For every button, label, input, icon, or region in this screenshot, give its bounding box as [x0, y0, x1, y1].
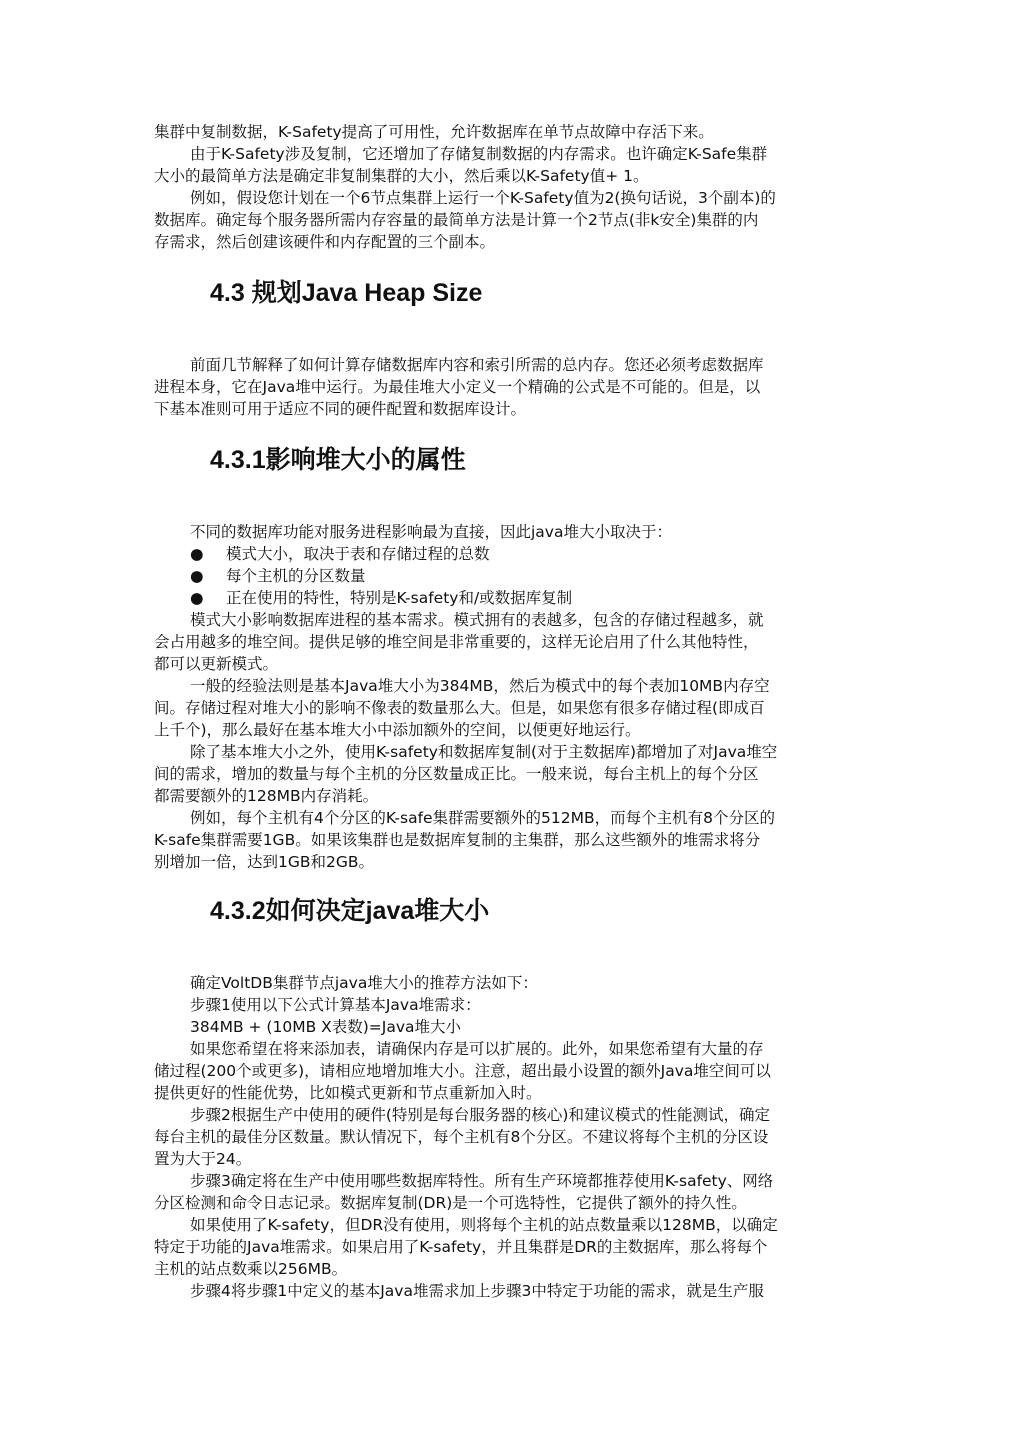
paragraph-line: 步骤4将步骤1中定义的基本Java堆需求加上步骤3中特定于功能的需求，就是生产服 — [190, 1282, 764, 1300]
paragraph-line: 步骤3确定将在生产中使用哪些数据库特性。所有生产环境都推荐使用K-safety、网络 — [190, 1172, 774, 1190]
paragraph-line: 由于K-Safety涉及复制，它还增加了存储复制数据的内存需求。也许确定K-Safe集群 — [190, 145, 768, 163]
paragraph-line: 如果您希望在将来添加表，请确保内存是可以扩展的。此外，如果您希望有大量的存 — [190, 1040, 764, 1058]
paragraph-line: 特定于功能的Java堆需求。如果启用了K-safety，并且集群是DR的主数据库，那么将每个 — [154, 1238, 768, 1256]
list-item — [190, 565, 366, 587]
bullet-icon: ● — [190, 589, 204, 607]
paragraph-line: 数据库。确定每个服务器所需内存容量的最简单方法是计算一个2节点(非k安全)集群的内 — [154, 211, 759, 229]
list-item-text: 正在使用的特性，特别是K-safety和/或数据库复制 — [226, 589, 573, 607]
paragraph-line: 会占用越多的堆空间。提供足够的堆空间是非常重要的，这样无论启用了什么其他特性， — [154, 633, 759, 651]
section-heading-4-3-2: 4.3.2如何决定java堆大小 — [210, 897, 490, 925]
paragraph-line: 例如，假设您计划在一个6节点集群上运行一个K-Safety值为2(换句话说，3个副本)的 — [190, 189, 776, 207]
bullet-icon: ● — [190, 567, 204, 585]
section-heading-4-3: 4.3 规划Java Heap Size — [210, 279, 483, 307]
paragraph-line: K-safe集群需要1GB。如果该集群也是数据库复制的主集群，那么这些额外的堆需求将分 — [154, 831, 761, 849]
list-item — [190, 543, 490, 565]
paragraph-line: 都可以更新模式。 — [154, 655, 279, 673]
paragraph-line: 大小的最简单方法是确定非复制集群的大小，然后乘以K-Safety值+ 1。 — [154, 167, 649, 185]
formula-line: 384MB + (10MB X表数)=Java堆大小 — [190, 1018, 462, 1036]
paragraph-line: 提供更好的性能优势，比如模式更新和节点重新加入时。 — [154, 1084, 542, 1102]
bullet-icon: ● — [190, 545, 204, 563]
paragraph-line: 置为大于24。 — [154, 1150, 252, 1168]
paragraph-line: 每台主机的最佳分区数量。默认情况下，每个主机有8个分区。不建议将每个主机的分区设 — [154, 1128, 769, 1146]
paragraph-line: 不同的数据库功能对服务进程影响最为直接，因此java堆大小取决于： — [190, 523, 672, 541]
paragraph-line: 例如，每个主机有4个分区的K-safe集群需要额外的512MB，而每个主机有8个分区的 — [190, 809, 776, 827]
section-heading-4-3-1: 4.3.1影响堆大小的属性 — [210, 446, 466, 474]
paragraph-line: 进程本身，它在Java堆中运行。为最佳堆大小定义一个精确的公式是不可能的。但是，以 — [154, 378, 761, 396]
paragraph-line: 间的需求，增加的数量与每个主机的分区数量成正比。一般来说，每台主机上的每个分区 — [154, 765, 759, 783]
paragraph-line: 模式大小影响数据库进程的基本需求。模式拥有的表越多，包含的存储过程越多，就 — [190, 611, 764, 629]
paragraph-line: 前面几节解释了如何计算存储数据库内容和索引所需的总内存。您还必须考虑数据库 — [190, 356, 764, 374]
paragraph-line: 下基本准则可用于适应不同的硬件配置和数据库设计。 — [154, 400, 527, 418]
list-item-text: 每个主机的分区数量 — [226, 567, 366, 585]
paragraph-line: 间。存储过程对堆大小的影响不像表的数量那么大。但是，如果您有很多存储过程(即成百 — [154, 699, 765, 717]
paragraph-line: 步骤1使用以下公式计算基本Java堆需求： — [190, 996, 481, 1014]
paragraph-line: 储过程(200个或更多)，请相应地增加堆大小。注意，超出最小设置的额外Java堆空间可以 — [154, 1062, 771, 1080]
paragraph-line: 存需求，然后创建该硬件和内存配置的三个副本。 — [154, 233, 496, 251]
paragraph-line: 上千个)，那么最好在基本堆大小中添加额外的空间，以便更好地运行。 — [154, 721, 641, 739]
paragraph-line: 集群中复制数据，K-Safety提高了可用性，允许数据库在单节点故障中存活下来。 — [154, 123, 714, 141]
paragraph-line: 分区检测和命令日志记录。数据库复制(DR)是一个可选特性，它提供了额外的持久性。 — [154, 1194, 747, 1212]
paragraph-line: 都需要额外的128MB内存消耗。 — [154, 787, 379, 805]
paragraph-line: 步骤2根据生产中使用的硬件(特别是每台服务器的核心)和建议模式的性能测试，确定 — [190, 1106, 770, 1124]
list-item — [190, 587, 572, 609]
paragraph-line: 确定VoltDB集群节点java堆大小的推荐方法如下： — [190, 974, 538, 992]
paragraph-line: 主机的站点数乘以256MB。 — [154, 1260, 348, 1278]
paragraph-line: 如果使用了K-safety，但DR没有使用，则将每个主机的站点数量乘以128MB，以确定 — [190, 1216, 778, 1234]
paragraph-line: 别增加一倍，达到1GB和2GB。 — [154, 853, 375, 871]
paragraph-line: 一般的经验法则是基本Java堆大小为384MB，然后为模式中的每个表加10MB内存空 — [190, 677, 770, 695]
list-item-text: 模式大小，取决于表和存储过程的总数 — [226, 545, 490, 563]
paragraph-line: 除了基本堆大小之外，使用K-safety和数据库复制(对于主数据库)都增加了对Java堆空 — [190, 743, 778, 761]
